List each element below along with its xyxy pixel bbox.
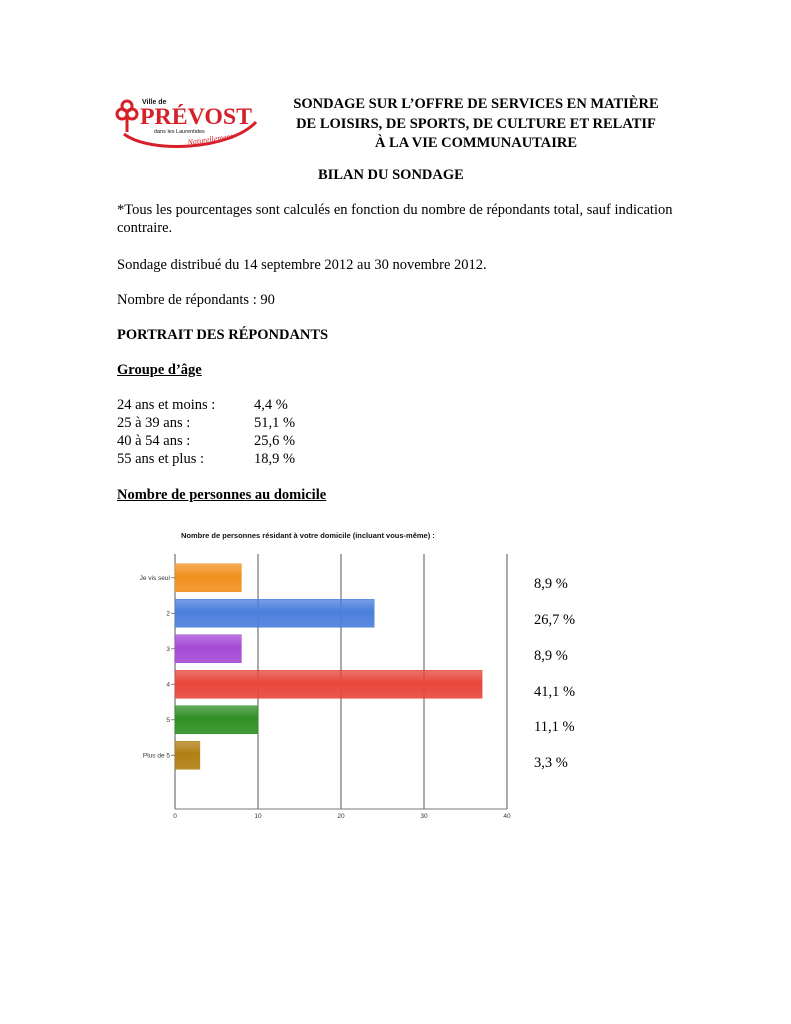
x-tick-label: 40 (503, 813, 511, 820)
x-tick-label: 30 (420, 813, 428, 820)
age-row (117, 397, 417, 415)
logo-brand-sub: dans les Laurentides (154, 129, 205, 135)
logo-brand-main: PRÉVOST (140, 104, 252, 129)
age-value: 18,9 % (254, 451, 296, 467)
y-category-label: Je vis seul (139, 575, 170, 583)
section-title: PORTRAIT DES RÉPONDANTS (117, 327, 329, 343)
bar-2 (175, 599, 374, 627)
percent-label: 3,3 % (534, 755, 568, 771)
age-value: 51,1 % (254, 415, 296, 431)
title-line: DE LOISIRS, DE SPORTS, DE CULTURE ET RELATIF (296, 115, 656, 132)
percent-label: 8,9 % (534, 648, 568, 664)
household-bar-chart (130, 522, 520, 822)
title-line: À LA VIE COMMUNAUTAIRE (374, 135, 578, 151)
percent-label: 11,1 % (534, 719, 575, 735)
age-label: 25 à 39 ans : (117, 415, 191, 431)
percent-label: 41,1 % (534, 684, 576, 700)
household-heading: Nombre de personnes au domicile (117, 487, 327, 503)
respondent-count: Nombre de répondants : 90 (117, 292, 275, 308)
age-row (117, 433, 417, 451)
bar-3 (175, 635, 241, 663)
bar-1 (175, 564, 241, 592)
age-label: 24 ans et moins : (117, 397, 216, 413)
age-label: 40 à 54 ans : (117, 433, 191, 449)
age-label: 55 ans et plus : (117, 451, 204, 467)
age-group-heading: Groupe d’âge (117, 362, 202, 378)
chart-title: Nombre de personnes résidant à votre domicile (incluant vous-même) : (181, 531, 435, 540)
logo-brand-small: Ville de (142, 99, 167, 106)
y-category-label: 4 (166, 681, 170, 689)
age-value: 25,6 % (254, 433, 296, 449)
percent-label: 8,9 % (534, 576, 568, 592)
age-row (117, 415, 417, 433)
age-row (117, 451, 417, 469)
document-subtitle: BILAN DU SONDAGE (318, 167, 464, 183)
y-category-label: 2 (166, 610, 170, 618)
x-tick-label: 20 (337, 813, 345, 820)
prevost-logo (110, 92, 260, 152)
y-category-label: 3 (166, 646, 170, 654)
percent-label: 26,7 % (534, 612, 576, 628)
document-title (276, 95, 676, 154)
bar-6 (175, 741, 200, 769)
logo-tagline: Naturellement (187, 131, 234, 147)
bar-4 (175, 670, 482, 698)
bar-5 (175, 706, 258, 734)
percentage-note: *Tous les pourcentages sont calculés en fonction du nombre de répondants total, sauf indication contraire. (117, 202, 673, 236)
y-category-label: Plus de 5 (142, 752, 170, 760)
x-tick-label: 10 (254, 813, 262, 820)
x-tick-label: 0 (173, 813, 177, 820)
age-value: 4,4 % (254, 397, 288, 413)
y-category-label: 5 (166, 717, 170, 725)
distribution-dates: Sondage distribué du 14 septembre 2012 au 30 novembre 2012. (117, 257, 487, 273)
prevost-logo-graphic (110, 92, 260, 152)
title-line: SONDAGE SUR L’OFFRE DE SERVICES EN MATIÈRE (293, 96, 659, 112)
